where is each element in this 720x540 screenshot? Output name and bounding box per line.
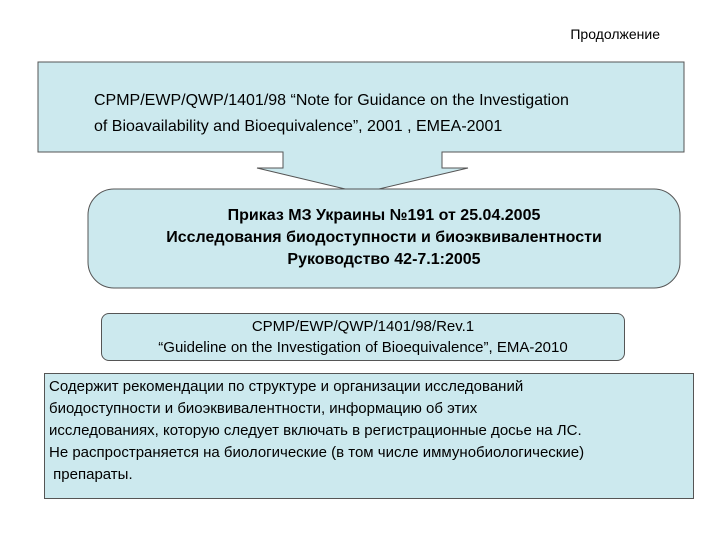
revision-line-1: CPMP/EWP/QWP/1401/98/Rev.1 (251, 318, 475, 335)
description-line-4: Не распространяется на биологические (в том числе иммунобиологические) (49, 444, 585, 461)
source-line-2: of Bioavailability and Bioequivalence”, 2001 , EMEA-2001 (94, 118, 503, 135)
continuation-label: Продолжение (570, 26, 660, 42)
revision-line-2: “Guideline on the Investigation of Bioequivalence”, EMA-2010 (158, 339, 568, 356)
description-line-3: исследованиях, которую следует включать в регистрационные досье на ЛС. (49, 422, 582, 439)
source-line-1: CPMP/EWP/QWP/1401/98 “Note for Guidance on the Investigation (94, 92, 569, 109)
description-box (44, 373, 694, 499)
description-line-5: препараты. (49, 466, 133, 483)
ukraine-order-text (88, 205, 680, 271)
order-line-3: Руководство 42-7.1:2005 (287, 251, 481, 268)
revision-document-box (101, 313, 625, 361)
description-line-2: биодоступности и биоэквивалентности, информацию об этих (49, 400, 478, 417)
description-line-1: Содержит рекомендации по структуре и организации исследований (49, 378, 524, 395)
order-line-2: Исследования биодоступности и биоэквивалентности (166, 229, 602, 246)
order-line-1: Приказ МЗ Украины №191 от 25.04.2005 (227, 207, 541, 224)
source-document-text (94, 88, 664, 140)
